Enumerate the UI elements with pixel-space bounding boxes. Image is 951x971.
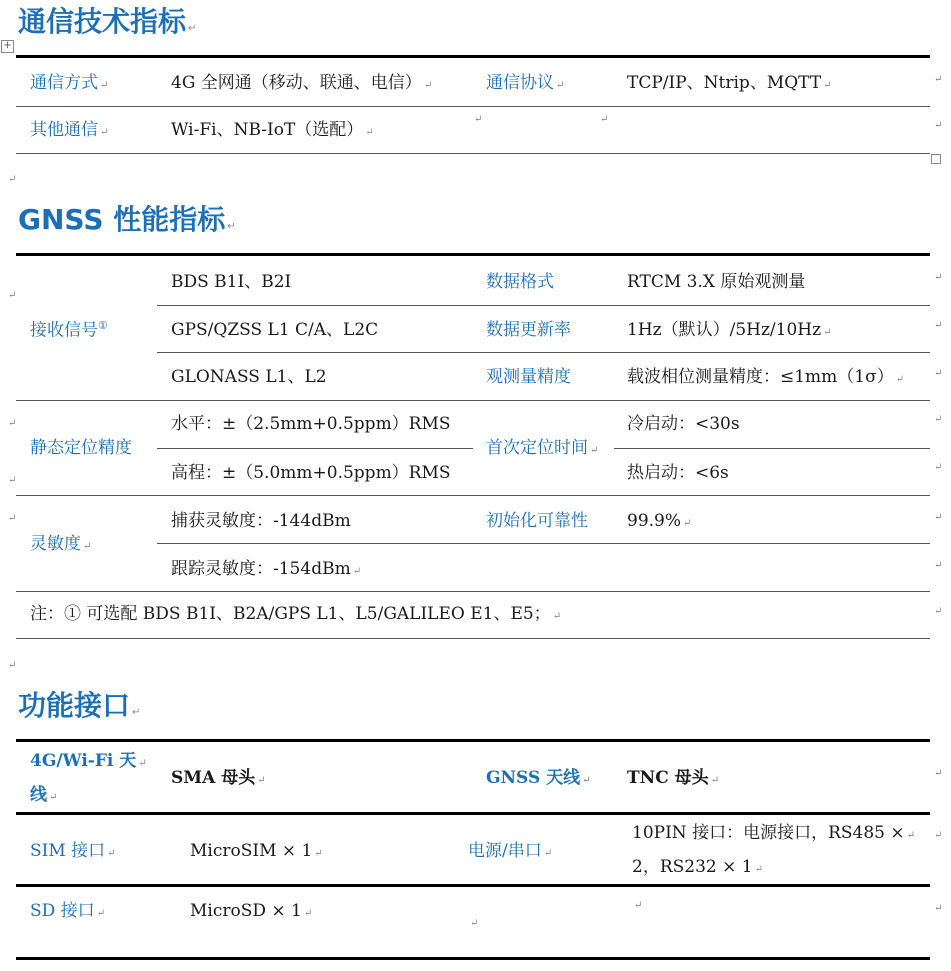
iface-gnss-antenna-value: TNC 母头 ↵ bbox=[627, 768, 720, 788]
gnss-static-label: 静态定位精度 bbox=[30, 438, 132, 458]
gnss-init-reliability-label: 初始化可靠性 bbox=[486, 511, 588, 531]
comm-other-value: Wi-Fi、NB-IoT（选配） ↵ bbox=[171, 120, 374, 140]
comm-protocol-label: 通信协议 ↵ bbox=[486, 73, 565, 93]
iface-sim-label: SIM 接口 ↵ bbox=[30, 841, 116, 861]
gnss-format-value: RTCM 3.X 原始观测量 bbox=[627, 272, 806, 292]
gnss-footnote: 注：① 可选配 BDS B1I、B2A/GPS L1、L5/GALILEO E1、E5； ↵ bbox=[30, 604, 562, 624]
comm-other-label: 其他通信 ↵ bbox=[30, 120, 109, 140]
gnss-accuracy-value: 载波相位测量精度：≤1mm（1σ） ↵ bbox=[627, 367, 905, 387]
iface-4g-wifi-label-cont: 线 ↵ bbox=[30, 785, 58, 805]
gnss-receive-value-3: GLONASS L1、L2 bbox=[171, 367, 327, 387]
iface-sd-value: MicroSD × 1 ↵ bbox=[190, 901, 313, 921]
iface-sim-value: MicroSIM × 1 ↵ bbox=[190, 841, 323, 861]
gnss-receive-label: 接收信号① bbox=[30, 319, 108, 341]
iface-gnss-antenna-label: GNSS 天线 ↵ bbox=[486, 768, 591, 788]
comm-mode-value: 4G 全网通（移动、联通、电信） ↵ bbox=[171, 73, 433, 93]
table-resize-handle[interactable] bbox=[931, 154, 941, 164]
gnss-ttff-label: 首次定位时间 ↵ bbox=[486, 438, 599, 458]
gnss-static-vertical: 高程：±（5.0mm+0.5ppm）RMS bbox=[171, 463, 451, 483]
gnss-hot-start: 热启动：<6s bbox=[627, 463, 729, 483]
iface-4g-wifi-label: 4G/Wi-Fi 天 ↵ bbox=[30, 751, 147, 771]
gnss-update-rate-label: 数据更新率 bbox=[486, 320, 571, 340]
gnss-receive-value-2: GPS/QZSS L1 C/A、L2C bbox=[171, 320, 379, 340]
gnss-acquisition-sensitivity: 捕获灵敏度：-144dBm bbox=[171, 511, 351, 531]
iface-sd-label: SD 接口 ↵ bbox=[30, 901, 106, 921]
gnss-receive-value-1: BDS B1I、B2I bbox=[171, 272, 292, 292]
iface-power-serial-value-cont: 2，RS232 × 1 ↵ bbox=[632, 857, 763, 877]
comm-mode-label: 通信方式 ↵ bbox=[30, 73, 109, 93]
gnss-accuracy-label: 观测量精度 bbox=[486, 367, 571, 387]
iface-power-serial-label: 电源/串口 ↵ bbox=[468, 841, 553, 861]
section-title-communication: 通信技术指标 ↵ bbox=[18, 5, 197, 38]
gnss-update-rate-value: 1Hz（默认）/5Hz/10Hz ↵ bbox=[627, 320, 832, 340]
iface-power-serial-value: 10PIN 接口：电源接口，RS485 × ↵ bbox=[632, 823, 915, 843]
gnss-cold-start: 冷启动：<30s bbox=[627, 414, 740, 434]
gnss-static-horizontal: 水平：±（2.5mm+0.5ppm）RMS bbox=[171, 414, 451, 434]
gnss-format-label: 数据格式 bbox=[486, 272, 554, 292]
section-title-interfaces: 功能接口 ↵ bbox=[18, 689, 141, 722]
iface-4g-wifi-value: SMA 母头 ↵ bbox=[171, 768, 266, 788]
gnss-init-reliability-value: 99.9% ↵ bbox=[627, 511, 692, 531]
gnss-sensitivity-label: 灵敏度 ↵ bbox=[30, 534, 92, 554]
comm-protocol-value: TCP/IP、Ntrip、MQTT ↵ bbox=[627, 73, 832, 93]
gnss-tracking-sensitivity: 跟踪灵敏度：-154dBm ↵ bbox=[171, 559, 362, 579]
table-move-handle[interactable]: + bbox=[1, 40, 14, 53]
section-title-gnss: GNSS 性能指标 ↵ bbox=[18, 203, 236, 236]
